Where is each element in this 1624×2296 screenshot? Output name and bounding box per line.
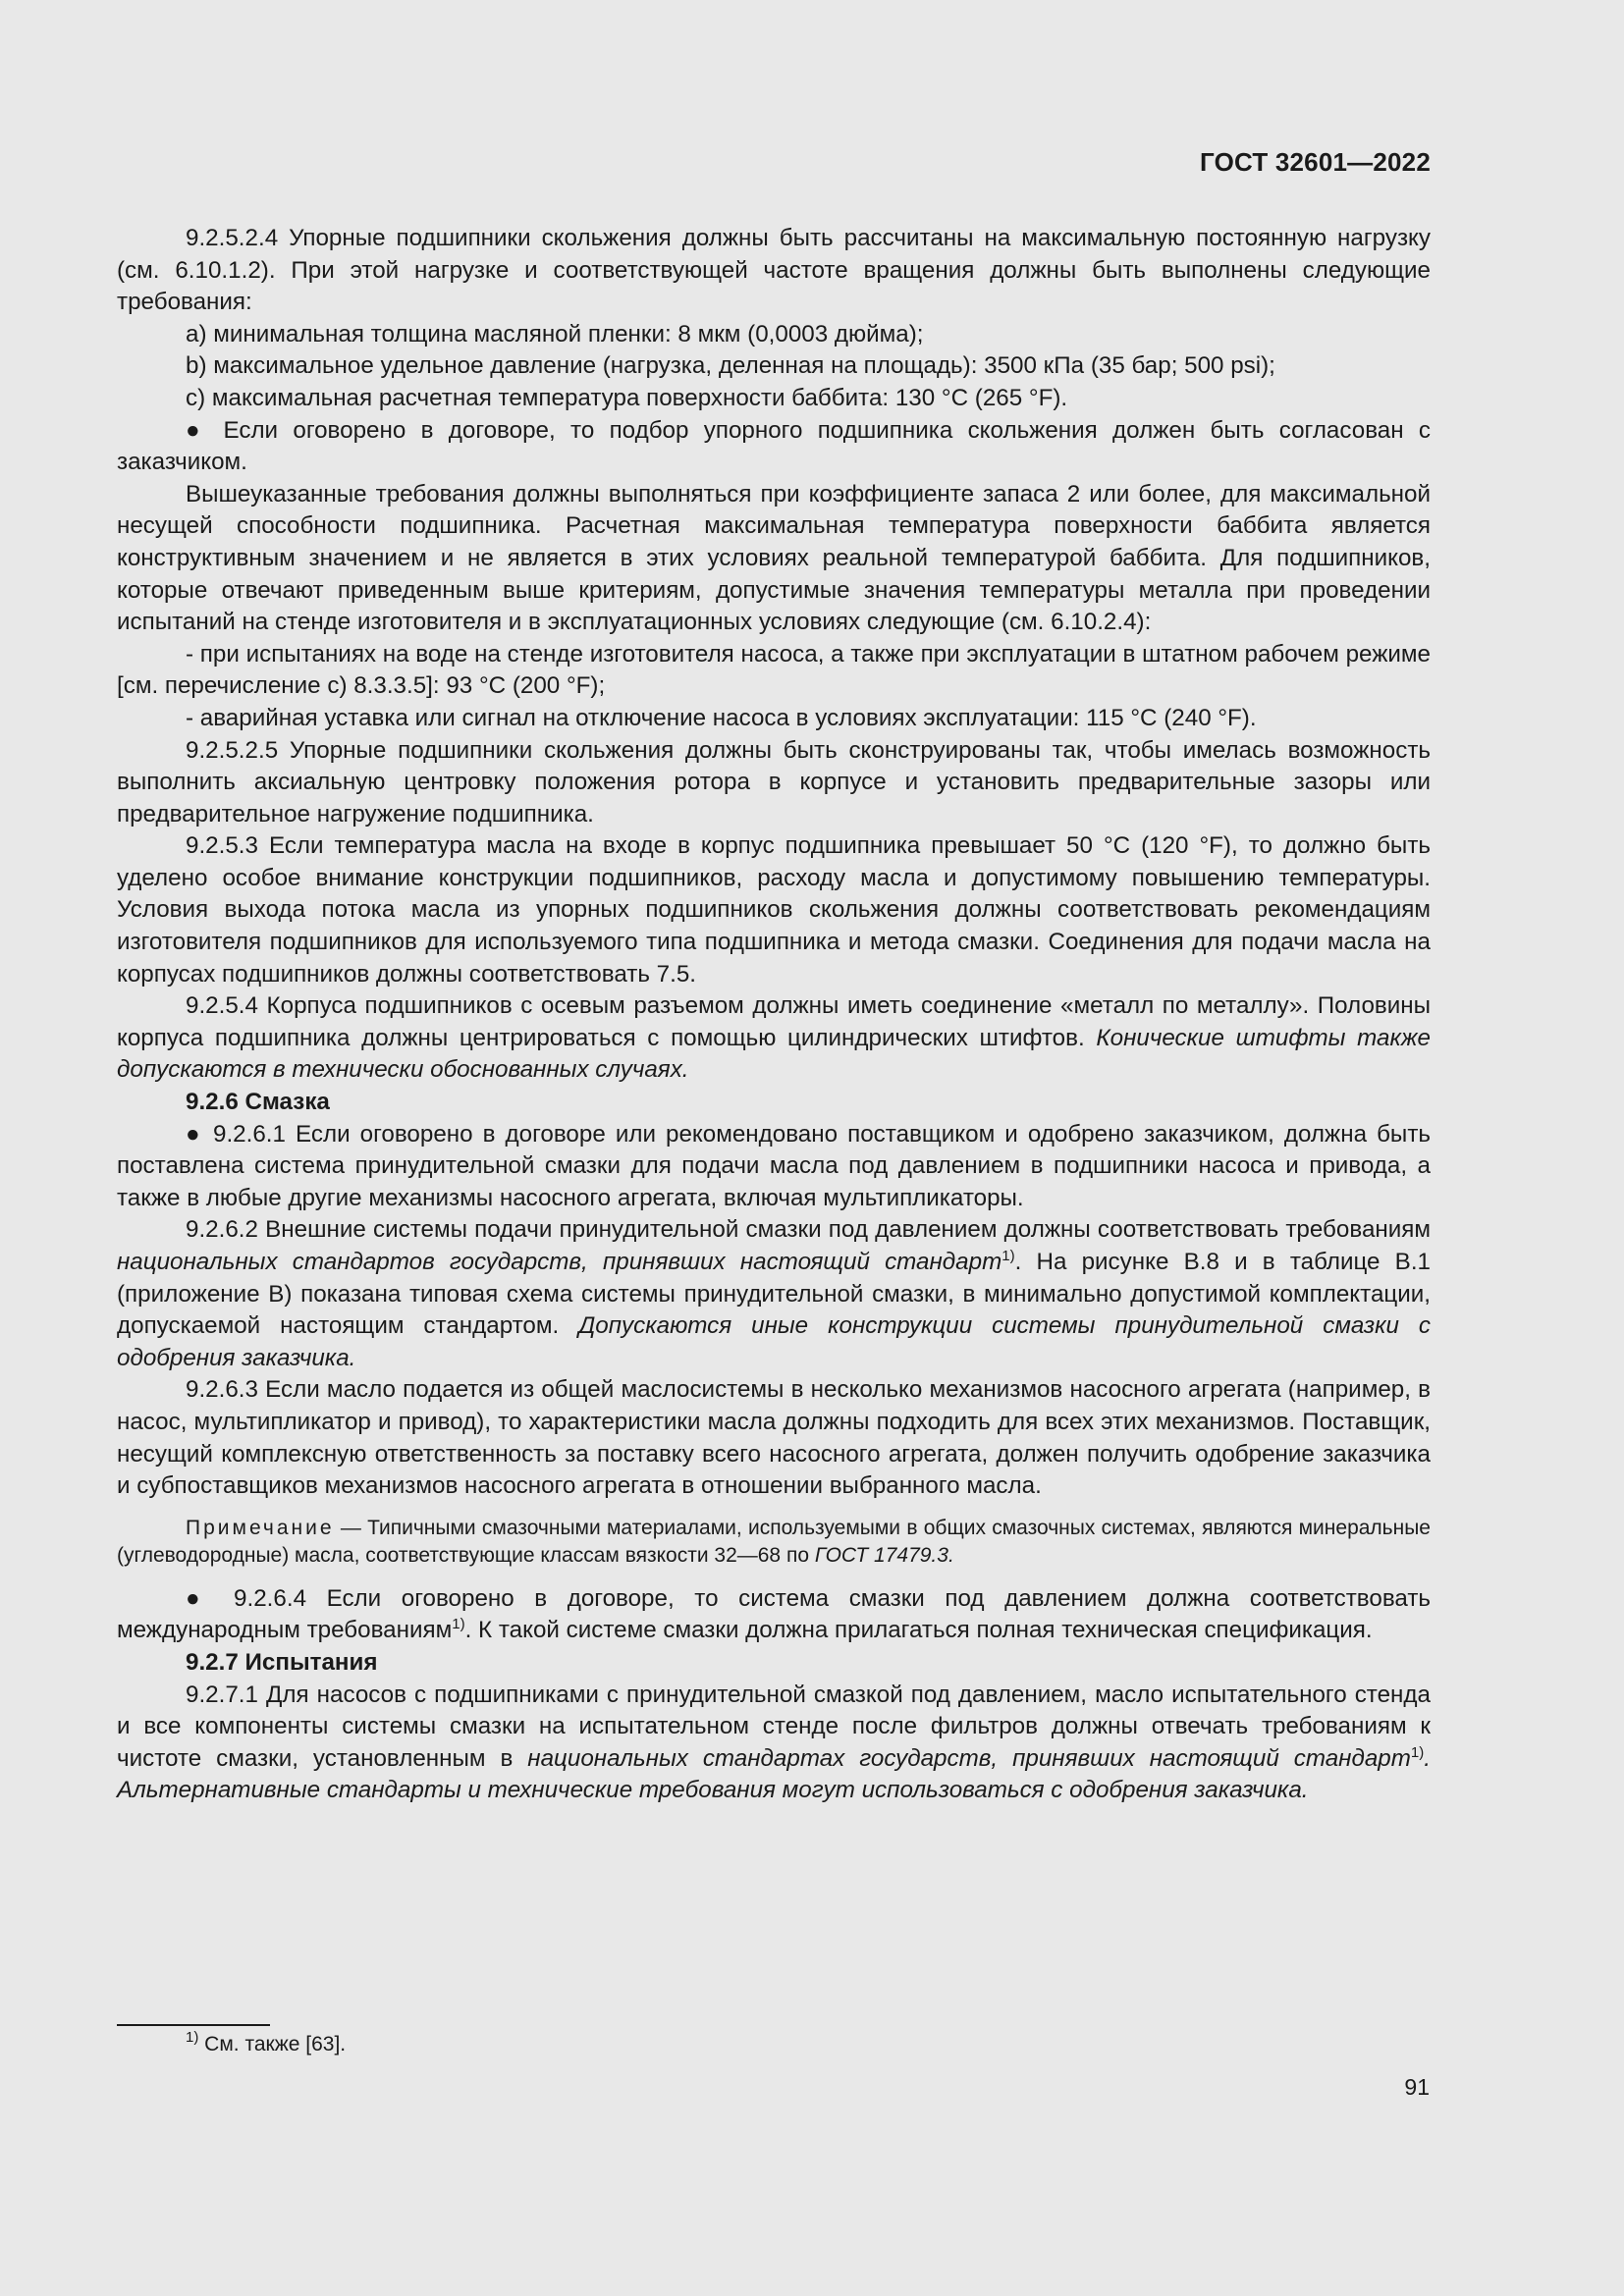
list-item-b: b) максимальное удельное давление (нагрузка, деленная на площадь): 3500 кПа (35 бар; 500 psi); [186, 352, 1275, 380]
paragraph-9-2-6-1: ● 9.2.6.1 Если оговорено в договоре или рекомендовано поставщиком и одобрено заказчиком, должна быть поставлена система принудительной смазки для подачи масла под давлением в подшипники насоса и привода, а также в любые другие механизмы насосного агрегата, включая мультипликаторы. [117, 1120, 1431, 1211]
dash-item-2: - аварийная уставка или сигнал на отключение насоса в условиях эксплуатации: 115 °C (240 °F). [186, 704, 1257, 731]
footnote-ref: 1) [452, 1616, 465, 1633]
footnote: $^{1)}$ См. также [63]. [186, 2029, 347, 2056]
paragraph-9-2-5-4: 9.2.5.4 Корпуса подшипников с осевым разъемом должны иметь соединение «металл по металлу». Половины корпуса подшипника должны центрироваться с помощью цилиндрических штифтов. Конические штифты также допускаются в технически обоснованных случаях. [117, 992, 1432, 1084]
paragraph-requirements: Вышеуказанные требования должны выполняться при коэффициенте запаса 2 или более, для максимальной несущей способности подшипника. Расчетная максимальная температура поверхности баббита является конструктивным значением и не является в этих условиях реальной температурой баббита. Для подшипников, которые отвечают приведенным выше критериям, допустимые значения температуры металла при проведении испытаний на стенде изготовителя и в эксплуатационных условиях следующие (см. 6.10.2.4): [117, 480, 1431, 636]
paragraph-9-2-5-2-5: 9.2.5.2.5 Упорные подшипники скольжения должны быть сконструированы так, чтобы имелась возможность выполнить аксиальную центровку положения ротора в корпусе и установить предварительные зазоры или предварительное нагружение подшипника. [117, 736, 1431, 828]
footnote-ref: 1) [1001, 1248, 1015, 1264]
footnote-ref: 1) [1410, 1743, 1425, 1761]
footnote-divider [117, 2024, 270, 2026]
list-item-a: a) минимальная толщина масляной пленки: 8 мкм (0,0003 дюйма); [186, 320, 924, 347]
dash-item-1: - при испытаниях на воде на стенде изготовителя насоса, а также при эксплуатации в штатном рабочем режиме [см. перечисление c) 8.3.3.5]: 93 °C (200 °F); [117, 640, 1431, 700]
section-heading-testing: 9.2.7 Испытания [186, 1648, 378, 1676]
paragraph-9-2-7-1: 9.2.7.1 Для насосов с подшипниками с принудительной смазкой под давлением, масло испытательного стенда и все компоненты системы смазки на испытательном стенде после фильтров должны отвечать требованиям к чистоте смазки, установленным в национальных стандартах государств, принявших настоящий стандарт$^{1)}$. Альтернативные стандарты и технические требования могут использоваться с одобрения заказчика. [117, 1681, 1431, 1804]
bullet-paragraph: ● Если оговорено в договоре, то подбор упорного подшипника скольжения должен быть согласован с заказчиком. [117, 416, 1431, 476]
note: Примечание — Типичными смазочными материалами, используемыми в общих смазочных системах, являются минеральные (углеводородные) масла, соответствующие классам вязкости 32—68 по ГОСТ 17479.3. [117, 1516, 1431, 1567]
list-item-c: c) максимальная расчетная температура поверхности баббита: 130 °C (265 °F). [186, 384, 1068, 411]
page-number: 91 [1404, 2074, 1430, 2100]
paragraph-9-2-5-3: 9.2.5.3 Если температура масла на входе в корпус подшипника превышает 50 °C (120 °F), то должно быть уделено особое внимание конструкции подшипников, расходу масла и допустимому повышению температуры. Условия выхода потока масла из упорных подшипников скольжения должны соответствовать рекомендациям изготовителя подшипников для используемого типа подшипника и метода смазки. Соединения для подачи масла на корпусах подшипников должны соответствовать 7.5. [117, 832, 1431, 988]
section-heading-lubrication: 9.2.6 Смазка [186, 1089, 330, 1116]
paragraph-9-2-6-3: 9.2.6.3 Если масло подается из общей маслосистемы в несколько механизмов насосного агрегата (например, в насос, мультипликатор и привод), то характеристики масла должны подходить для всех этих механизмов. Поставщик, несущий комплексную ответственность за поставку всего насосного агрегата, должен получить одобрение заказчика и субпоставщиков механизмов насосного агрегата в отношении выбранного масла. [117, 1376, 1431, 1500]
body-text [117, 223, 1431, 1807]
paragraph-9-2-5-2-4: 9.2.5.2.4 Упорные подшипники скольжения должны быть рассчитаны на максимальную постоянную нагрузку (см. 6.10.1.2). При этой нагрузке и соответствующей частоте вращения должны быть выполнены следующие требования: [117, 225, 1431, 316]
paragraph-9-2-6-2: 9.2.6.2 Внешние системы подачи принудительной смазки под давлением должны соответствовать требованиям национальных стандартов государств, принявших настоящий стандарт$^{1)}$. На рисунке В.8 и в таблице В.1 (приложение В) показана типовая схема системы принудительной смазки, в минимально допустимой комплектации, допускаемой настоящим стандартом. Допускаются иные конструкции системы принудительной смазки с одобрения заказчика. [117, 1216, 1432, 1371]
standard-header: ГОСТ 32601—2022 [1200, 147, 1431, 177]
paragraph-9-2-6-4: ● 9.2.6.4 Если оговорено в договоре, то система смазки под давлением должна соответствовать международным требованиям$^{1)}$. К такой системе смазки должна прилагаться полная техническая спецификация. [117, 1584, 1431, 1644]
